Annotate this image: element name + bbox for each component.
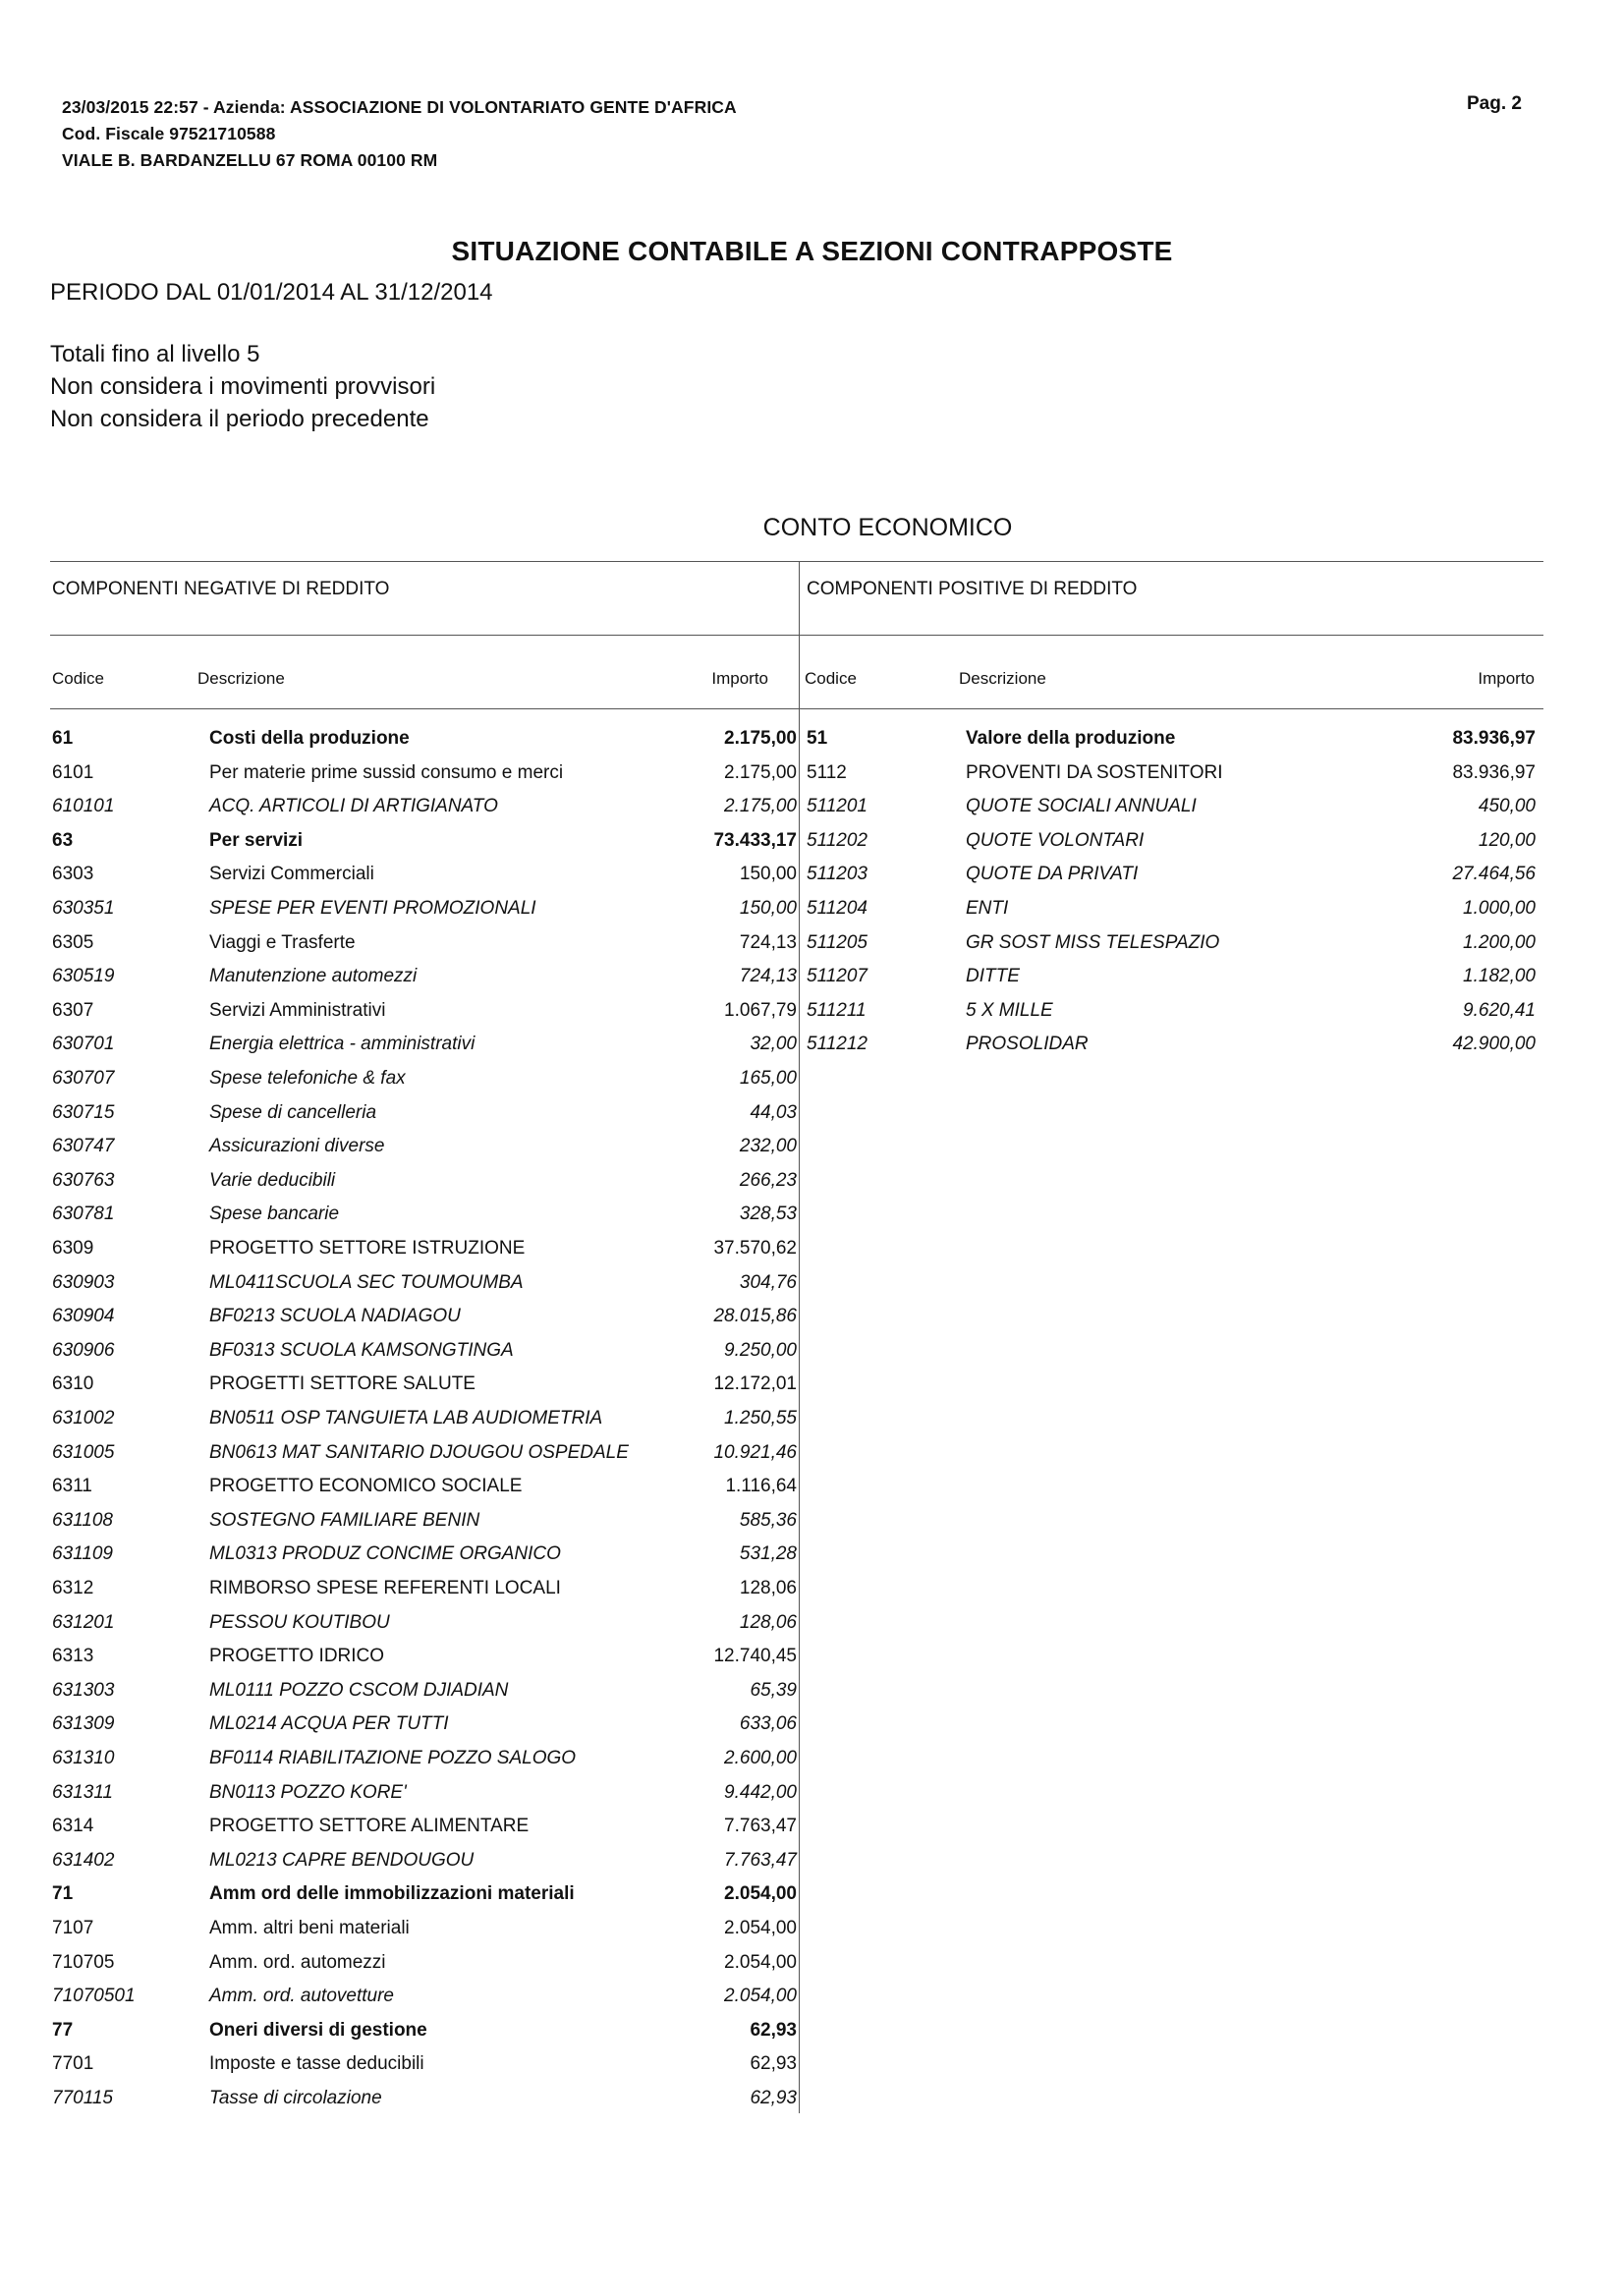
account-description: Varie deducibili bbox=[209, 1169, 336, 1191]
account-code: 71070501 bbox=[52, 1986, 136, 2007]
account-amount: 28.015,86 bbox=[713, 1306, 797, 1327]
section-title-wrapper bbox=[0, 514, 1624, 542]
account-description: SPESE PER EVENTI PROMOZIONALI bbox=[209, 898, 536, 919]
account-amount: 1.250,55 bbox=[724, 1408, 797, 1428]
account-code: 630904 bbox=[52, 1306, 115, 1327]
right-col-descrizione: Descrizione bbox=[959, 669, 1046, 688]
account-code: 631108 bbox=[52, 1509, 113, 1531]
account-description: ML0411SCUOLA SEC TOUMOUMBA bbox=[209, 1271, 524, 1293]
account-code: 511204 bbox=[807, 898, 868, 919]
account-code: 511201 bbox=[807, 796, 868, 817]
account-description: PROGETTO IDRICO bbox=[209, 1646, 385, 1667]
account-code: 511207 bbox=[807, 966, 868, 987]
account-amount: 165,00 bbox=[739, 1068, 797, 1089]
right-section-heading: COMPONENTI POSITIVE DI REDDITO bbox=[807, 579, 1138, 599]
account-description: Amm. ord. automezzi bbox=[209, 1951, 386, 1973]
account-code: 630747 bbox=[52, 1136, 115, 1157]
account-description: ML0213 CAPRE BENDOUGOU bbox=[209, 1849, 475, 1871]
account-amount: 128,06 bbox=[739, 1578, 797, 1598]
account-description: PROGETTO SETTORE ALIMENTARE bbox=[209, 1816, 530, 1837]
account-code: 511202 bbox=[807, 829, 868, 851]
account-amount: 304,76 bbox=[739, 1271, 797, 1293]
account-code: 511212 bbox=[807, 1034, 868, 1055]
account-code: 631311 bbox=[52, 1781, 113, 1803]
account-description: Amm. ord. autovetture bbox=[209, 1986, 394, 2007]
account-amount: 65,39 bbox=[750, 1679, 797, 1701]
account-description: Costi della produzione bbox=[209, 728, 410, 749]
account-amount: 62,93 bbox=[750, 2053, 797, 2075]
account-description: Per materie prime sussid consumo e merci bbox=[209, 761, 564, 783]
account-code: 71 bbox=[52, 1883, 74, 1905]
account-amount: 1.067,79 bbox=[724, 999, 797, 1021]
account-code: 511203 bbox=[807, 864, 868, 885]
account-code: 631402 bbox=[52, 1849, 115, 1871]
account-amount: 12.172,01 bbox=[713, 1373, 797, 1395]
account-description: Viaggi e Trasferte bbox=[209, 931, 356, 953]
report-note: Totali fino al livello 5 bbox=[50, 341, 260, 367]
table-heading-rule bbox=[50, 635, 1543, 636]
account-description: Energia elettrica - amministrativi bbox=[209, 1034, 476, 1055]
account-code: 630715 bbox=[52, 1101, 115, 1123]
account-code: 6305 bbox=[52, 931, 94, 953]
report-note: Non considera il periodo precedente bbox=[50, 406, 429, 432]
account-code: 710705 bbox=[52, 1951, 115, 1973]
table-top-rule bbox=[50, 561, 1543, 562]
account-description: QUOTE SOCIALI ANNUALI bbox=[966, 796, 1197, 817]
account-description: Spese telefoniche & fax bbox=[209, 1068, 406, 1089]
account-description: BN0511 OSP TANGUIETA LAB AUDIOMETRIA bbox=[209, 1408, 603, 1428]
account-amount: 328,53 bbox=[739, 1204, 797, 1225]
account-code: 6307 bbox=[52, 999, 94, 1021]
account-amount: 128,06 bbox=[739, 1611, 797, 1633]
account-code: 630903 bbox=[52, 1271, 115, 1293]
account-amount: 2.175,00 bbox=[724, 796, 797, 817]
header-address: VIALE B. BARDANZELLU 67 ROMA 00100 RM bbox=[62, 150, 438, 170]
account-amount: 42.900,00 bbox=[1452, 1034, 1536, 1055]
account-code: 630906 bbox=[52, 1339, 115, 1361]
account-code: 7107 bbox=[52, 1918, 94, 1938]
table-column-rule bbox=[50, 708, 1543, 709]
account-amount: 9.442,00 bbox=[724, 1781, 797, 1803]
account-code: 77 bbox=[52, 2019, 74, 2041]
account-code: 63 bbox=[52, 829, 74, 851]
account-amount: 32,00 bbox=[750, 1034, 797, 1055]
account-code: 6313 bbox=[52, 1646, 94, 1667]
account-amount: 73.433,17 bbox=[713, 829, 797, 851]
header-company-line: 23/03/2015 22:57 - Azienda: ASSOCIAZIONE DI VOLONTARIATO GENTE D'AFRICA bbox=[62, 97, 737, 117]
account-description: Manutenzione automezzi bbox=[209, 966, 418, 987]
account-description: BF0213 SCUOLA NADIAGOU bbox=[209, 1306, 461, 1327]
account-amount: 12.740,45 bbox=[713, 1646, 797, 1667]
account-code: 51 bbox=[807, 728, 828, 749]
account-code: 631002 bbox=[52, 1408, 115, 1428]
account-code: 770115 bbox=[52, 2088, 113, 2108]
account-description: Servizi Commerciali bbox=[209, 864, 374, 885]
account-amount: 232,00 bbox=[739, 1136, 797, 1157]
account-amount: 1.182,00 bbox=[1463, 966, 1536, 987]
account-amount: 2.054,00 bbox=[724, 1883, 797, 1905]
left-section-heading: COMPONENTI NEGATIVE DI REDDITO bbox=[52, 579, 390, 599]
account-amount: 724,13 bbox=[739, 966, 797, 987]
account-amount: 150,00 bbox=[739, 864, 797, 885]
left-col-descrizione: Descrizione bbox=[197, 669, 285, 688]
account-code: 631303 bbox=[52, 1679, 115, 1701]
account-description: PROVENTI DA SOSTENITORI bbox=[966, 761, 1223, 783]
account-amount: 62,93 bbox=[750, 2088, 797, 2108]
account-code: 631005 bbox=[52, 1441, 115, 1463]
header-fiscal-code: Cod. Fiscale 97521710588 bbox=[62, 124, 276, 143]
account-amount: 7.763,47 bbox=[724, 1849, 797, 1871]
account-code: 631309 bbox=[52, 1713, 115, 1735]
report-note: Non considera i movimenti provvisori bbox=[50, 373, 436, 400]
account-amount: 7.763,47 bbox=[724, 1816, 797, 1837]
account-code: 6309 bbox=[52, 1238, 94, 1259]
account-amount: 1.116,64 bbox=[725, 1476, 797, 1497]
account-code: 630781 bbox=[52, 1204, 115, 1225]
account-code: 610101 bbox=[52, 796, 115, 817]
account-description: Oneri diversi di gestione bbox=[209, 2019, 427, 2041]
account-description: ACQ. ARTICOLI DI ARTIGIANATO bbox=[209, 796, 498, 817]
account-description: Amm. altri beni materiali bbox=[209, 1918, 410, 1938]
account-code: 5112 bbox=[807, 761, 847, 783]
section-title: CONTO ECONOMICO bbox=[762, 514, 1013, 541]
account-code: 6101 bbox=[52, 761, 94, 783]
account-description: BF0313 SCUOLA KAMSONGTINGA bbox=[209, 1339, 514, 1361]
account-amount: 585,36 bbox=[739, 1509, 797, 1531]
account-description: Tasse di circolazione bbox=[209, 2088, 382, 2108]
account-description: 5 X MILLE bbox=[966, 999, 1053, 1021]
right-col-importo: Importo bbox=[1478, 669, 1535, 688]
account-description: PROGETTI SETTORE SALUTE bbox=[209, 1373, 476, 1395]
account-amount: 724,13 bbox=[739, 931, 797, 953]
account-code: 630519 bbox=[52, 966, 115, 987]
account-description: RIMBORSO SPESE REFERENTI LOCALI bbox=[209, 1578, 561, 1598]
account-code: 511211 bbox=[807, 999, 867, 1021]
left-col-codice: Codice bbox=[52, 669, 104, 688]
account-description: Imposte e tasse deducibili bbox=[209, 2053, 424, 2075]
account-amount: 1.200,00 bbox=[1463, 931, 1536, 953]
account-code: 630701 bbox=[52, 1034, 115, 1055]
account-description: ML0313 PRODUZ CONCIME ORGANICO bbox=[209, 1543, 561, 1565]
account-description: PROGETTO SETTORE ISTRUZIONE bbox=[209, 1238, 526, 1259]
account-code: 6312 bbox=[52, 1578, 94, 1598]
account-amount: 2.054,00 bbox=[724, 1986, 797, 2007]
account-code: 7701 bbox=[52, 2053, 94, 2075]
account-description: GR SOST MISS TELESPAZIO bbox=[966, 931, 1220, 953]
left-col-importo: Importo bbox=[711, 669, 768, 688]
account-code: 6303 bbox=[52, 864, 94, 885]
account-amount: 83.936,97 bbox=[1452, 761, 1536, 783]
account-amount: 2.175,00 bbox=[724, 728, 797, 749]
account-amount: 9.250,00 bbox=[724, 1339, 797, 1361]
account-code: 631201 bbox=[52, 1611, 115, 1633]
account-description: Valore della produzione bbox=[966, 728, 1176, 749]
account-code: 630351 bbox=[52, 898, 115, 919]
account-code: 61 bbox=[52, 728, 74, 749]
account-amount: 10.921,46 bbox=[713, 1441, 797, 1463]
account-description: QUOTE VOLONTARI bbox=[966, 829, 1145, 851]
account-description: ML0111 POZZO CSCOM DJIADIAN bbox=[209, 1679, 509, 1701]
right-col-codice: Codice bbox=[805, 669, 857, 688]
account-description: DITTE bbox=[966, 966, 1020, 987]
account-description: BN0113 POZZO KORE' bbox=[209, 1781, 407, 1803]
account-amount: 83.936,97 bbox=[1452, 728, 1536, 749]
account-description: ML0214 ACQUA PER TUTTI bbox=[209, 1713, 449, 1735]
page-number: Pag. 2 bbox=[1467, 93, 1522, 114]
account-description: BF0114 RIABILITAZIONE POZZO SALOGO bbox=[209, 1748, 577, 1768]
account-amount: 2.175,00 bbox=[724, 761, 797, 783]
account-amount: 62,93 bbox=[750, 2019, 797, 2041]
account-amount: 531,28 bbox=[739, 1543, 797, 1565]
account-description: PESSOU KOUTIBOU bbox=[209, 1611, 390, 1633]
report-period: PERIODO DAL 01/01/2014 AL 31/12/2014 bbox=[50, 279, 493, 306]
account-amount: 2.600,00 bbox=[724, 1748, 797, 1768]
account-amount: 2.054,00 bbox=[724, 1918, 797, 1938]
account-amount: 633,06 bbox=[739, 1713, 797, 1735]
account-code: 6310 bbox=[52, 1373, 94, 1395]
account-description: Servizi Amministrativi bbox=[209, 999, 386, 1021]
account-code: 6314 bbox=[52, 1816, 94, 1837]
account-description: BN0613 MAT SANITARIO DJOUGOU OSPEDALE bbox=[209, 1441, 629, 1463]
account-amount: 450,00 bbox=[1478, 796, 1536, 817]
account-description: Amm ord delle immobilizzazioni materiali bbox=[209, 1883, 575, 1905]
account-description: Spese di cancelleria bbox=[209, 1101, 377, 1123]
account-description: ENTI bbox=[966, 898, 1009, 919]
account-amount: 44,03 bbox=[750, 1101, 797, 1123]
account-description: SOSTEGNO FAMILIARE BENIN bbox=[209, 1509, 480, 1531]
account-description: Assicurazioni diverse bbox=[209, 1136, 385, 1157]
account-amount: 150,00 bbox=[739, 898, 797, 919]
table-center-divider bbox=[799, 561, 800, 2113]
account-code: 631109 bbox=[52, 1543, 113, 1565]
account-description: PROSOLIDAR bbox=[966, 1034, 1089, 1055]
report-title: SITUAZIONE CONTABILE A SEZIONI CONTRAPPOSTE bbox=[451, 236, 1173, 266]
account-code: 631310 bbox=[52, 1748, 115, 1768]
account-amount: 2.054,00 bbox=[724, 1951, 797, 1973]
account-description: Spese bancarie bbox=[209, 1204, 340, 1225]
account-amount: 266,23 bbox=[739, 1169, 797, 1191]
account-amount: 27.464,56 bbox=[1452, 864, 1536, 885]
account-description: PROGETTO ECONOMICO SOCIALE bbox=[209, 1476, 523, 1497]
account-amount: 37.570,62 bbox=[713, 1238, 797, 1259]
account-code: 630707 bbox=[52, 1068, 115, 1089]
account-code: 511205 bbox=[807, 931, 868, 953]
account-code: 630763 bbox=[52, 1169, 115, 1191]
account-amount: 9.620,41 bbox=[1463, 999, 1536, 1021]
account-description: QUOTE DA PRIVATI bbox=[966, 864, 1139, 885]
account-amount: 1.000,00 bbox=[1463, 898, 1536, 919]
account-code: 6311 bbox=[52, 1476, 92, 1497]
account-description: Per servizi bbox=[209, 829, 304, 851]
account-amount: 120,00 bbox=[1478, 829, 1536, 851]
